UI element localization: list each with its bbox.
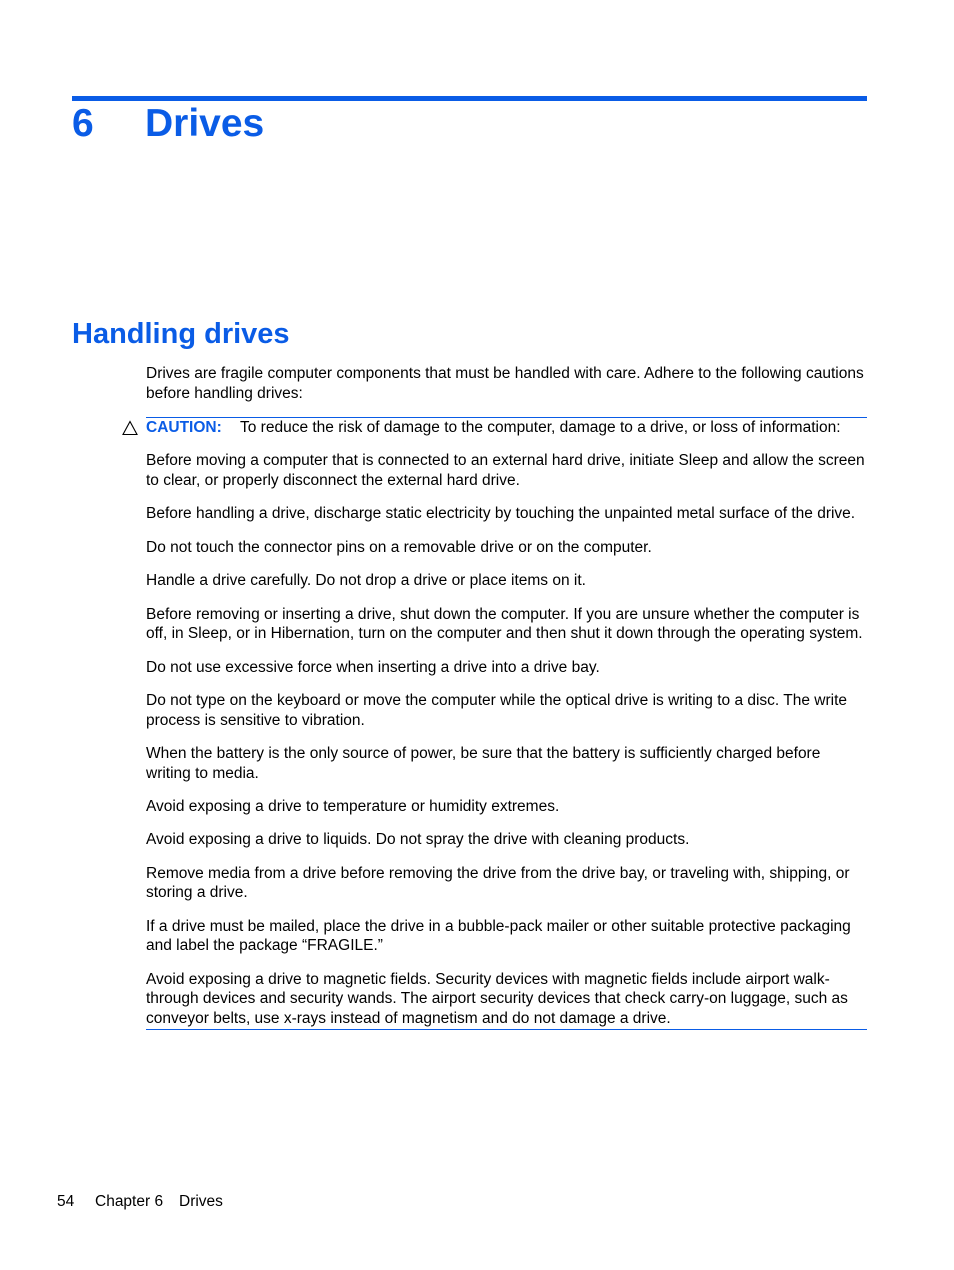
caution-item: Avoid exposing a drive to magnetic fields. Security devices with magnetic fields include airport walk-through devices and security wands. The airport security devices that check carry-on luggage, such as conveyor belts, use x-rays instead of magnetism and do not damage a drive. — [146, 970, 848, 1027]
caution-item: If a drive must be mailed, place the drive in a bubble-pack mailer or other suitable protective packaging and label the package “FRAGILE.” — [146, 917, 851, 955]
caution-item: Before moving a computer that is connected to an external hard drive, initiate Sleep and allow the screen to clear, or properly disconnect the external hard drive. — [146, 452, 865, 489]
caution-item: Do not use excessive force when inserting a drive into a drive bay. — [146, 658, 600, 676]
section-intro: Drives are fragile computer components that must be handled with care. Adhere to the following cautions before handling drives: — [146, 365, 864, 402]
caution-item: Avoid exposing a drive to temperature or humidity extremes. — [146, 797, 560, 815]
caution-label: CAUTION: — [146, 419, 222, 436]
caution-item: Handle a drive carefully. Do not drop a drive or place items on it. — [146, 572, 586, 590]
footer-chapter-label: Chapter 6 — [95, 1193, 164, 1210]
caution-lead-text: To reduce the risk of damage to the computer, damage to a drive, or loss of information: — [240, 419, 841, 436]
caution-triangle-icon — [122, 420, 138, 436]
chapter-title: Drives — [145, 102, 265, 145]
chapter-number: 6 — [72, 102, 94, 145]
caution-item: Remove media from a drive before removing the drive from the drive bay, or traveling with, shipping, or storing a drive. — [146, 864, 850, 902]
caution-item: When the battery is the only source of power, be sure that the battery is sufficiently charged before writing to media. — [146, 744, 821, 782]
section-title: Handling drives — [72, 318, 290, 350]
caution-item: Before removing or inserting a drive, shut down the computer. If you are unsure whether the computer is off, in Sleep, or in Hibernation, turn on the computer and then shut it down through the operating system. — [146, 605, 863, 643]
footer-chapter-title: Drives — [179, 1193, 223, 1210]
caution-item: Before handling a drive, discharge static electricity by touching the unpainted metal surface of the drive. — [146, 505, 856, 523]
caution-block — [146, 417, 867, 1030]
caution-item: Do not type on the keyboard or move the computer while the optical drive is writing to a disc. The write process is sensitive to vibration. — [146, 691, 848, 729]
caution-lead — [146, 418, 867, 438]
chapter-heading — [72, 100, 264, 148]
caution-item: Do not touch the connector pins on a removable drive or on the computer. — [146, 538, 652, 556]
caution-item: Avoid exposing a drive to liquids. Do not spray the drive with cleaning products. — [146, 831, 690, 849]
page-number: 54 — [57, 1193, 75, 1210]
page-footer — [57, 1192, 223, 1211]
